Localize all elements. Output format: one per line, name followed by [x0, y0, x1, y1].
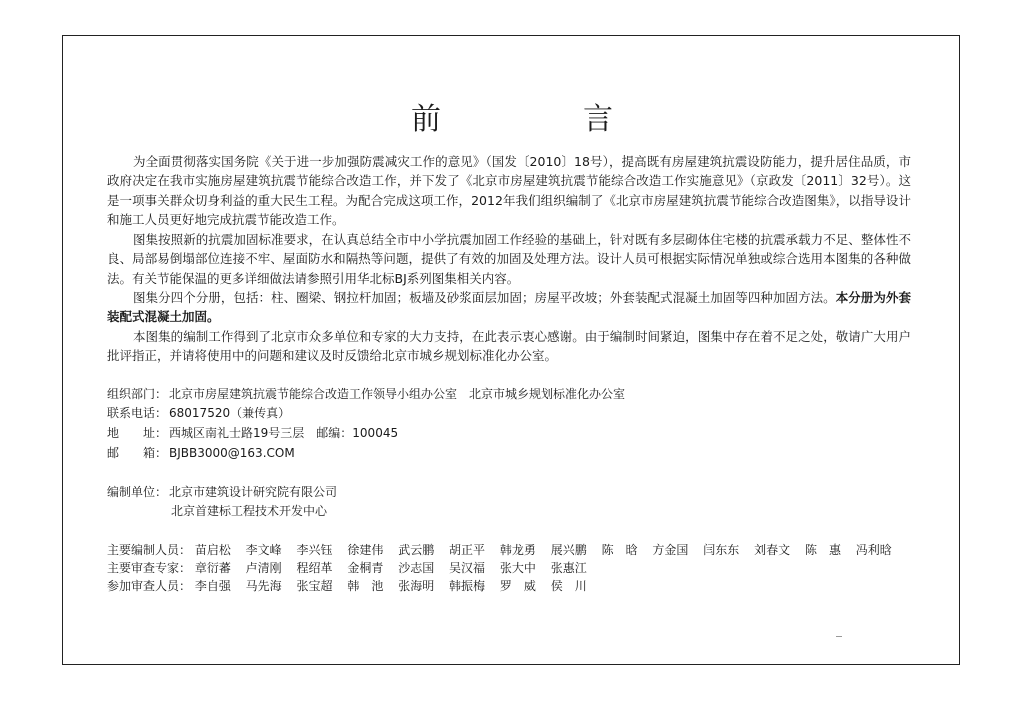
staff-label: 主要审查专家：	[107, 561, 192, 575]
compiler-unit-1: 北京市建筑设计研究院有限公司	[169, 485, 338, 499]
staff-name: 沙志国	[398, 561, 435, 575]
paragraph-4: 本图集的编制工作得到了北京市众多单位和专家的大力支持，在此表示衷心感谢。由于编制时间紧迫，图集中存在着不足之处，敬请广大用户批评指正，并请将使用中的问题和建议及时反馈给北京市城乡规划标准化办公室。	[107, 329, 911, 364]
staff-name: 李文峰	[245, 543, 282, 557]
staff-row-participants	[107, 577, 598, 594]
email-line	[107, 444, 295, 461]
compiler-line-2	[171, 502, 327, 519]
staff-name: 马先海	[245, 579, 282, 593]
staff-label: 参加审查人员：	[107, 579, 192, 593]
staff-name: 陈 晗	[601, 543, 638, 557]
paragraph-2: 图集按照新的抗震加固标准要求，在认真总结全市中小学抗震加固工作经验的基础上，针对既有多层砌体住宅楼的抗震承载力不足、整体性不良、局部易倒塌部位连接不牢、屋面防水和隔热等问题，提供了有效的加固及处理方法。设计人员可根据实际情况单独或综合选用本图集的各种做法。有关节能保温的更多详细做法请参照引用华北标BJ系列图集相关内容。	[107, 232, 911, 286]
staff-name: 张惠江	[550, 561, 587, 575]
staff-name: 韩 池	[347, 579, 384, 593]
staff-name: 章衍蕃	[194, 561, 231, 575]
staff-name: 金桐青	[347, 561, 384, 575]
staff-name: 冯利晗	[855, 543, 892, 557]
staff-name: 闫东东	[703, 543, 740, 557]
compiler-unit-2: 北京首建标工程技术开发中心	[171, 504, 328, 518]
staff-name: 程绍革	[296, 561, 333, 575]
phone-label: 联系电话：	[107, 406, 168, 420]
staff-name: 侯 川	[550, 579, 587, 593]
compiler-label: 编制单位：	[107, 485, 168, 499]
paragraph-1: 为全面贯彻落实国务院《关于进一步加强防震减灾工作的意见》（国发〔2010〕18号），提高既有房屋建筑抗震设防能力，提升居住品质，市政府决定在我市实施房屋建筑抗震节能综合改造工作，并下发了《北京市房屋建筑抗震节能综合改造工作实施意见》（京政发〔2011〕32号）。这是一项事关群众切身利益的重大民生工程。为配合完成这项工作，2012年我们组织编制了《北京市房屋建筑抗震节能综合改造图集》，以指导设计和施工人员更好地完成抗震节能改造工作。	[107, 154, 911, 228]
staff-name: 李兴钰	[296, 543, 333, 557]
email-value: BJBB3000@163.COM	[169, 446, 295, 460]
staff-name: 刘春文	[754, 543, 791, 557]
address-line	[107, 424, 398, 441]
staff-name: 张大中	[499, 561, 536, 575]
paragraph-3-text: 图集分四个分册，包括：柱、圈梁、钢拉杆加固；板墙及砂浆面层加固；房屋平改坡；外套装配式混凝土加固等四种加固方法。	[133, 290, 836, 305]
org-value: 北京市房屋建筑抗震节能综合改造工作领导小组办公室 北京市城乡规划标准化办公室	[169, 387, 626, 401]
staff-name: 徐建伟	[347, 543, 384, 557]
compiler-line-1	[107, 483, 337, 500]
staff-name: 展兴鹏	[550, 543, 587, 557]
staff-name: 胡正平	[449, 543, 486, 557]
phone-line	[107, 404, 290, 421]
staff-name: 方金国	[652, 543, 689, 557]
staff-name: 韩振梅	[449, 579, 486, 593]
staff-name: 韩龙勇	[499, 543, 536, 557]
email-label: 邮 箱：	[107, 446, 168, 460]
staff-name: 武云鹏	[398, 543, 435, 557]
staff-name: 苗启松	[194, 543, 231, 557]
staff-name: 罗 威	[499, 579, 536, 593]
staff-label: 主要编制人员：	[107, 543, 192, 557]
staff-name: 张海明	[398, 579, 435, 593]
staff-name: 张宝超	[296, 579, 333, 593]
paragraph-3-bold-text: 本分册为外套装配式混凝土加固。	[107, 290, 911, 325]
phone-value: 68017520（兼传真）	[169, 406, 291, 420]
staff-row-reviewers	[107, 559, 598, 576]
page-title: 前 言	[411, 102, 669, 137]
org-line	[107, 385, 625, 402]
address-label: 地 址：	[107, 426, 168, 440]
staff-row-editors	[107, 541, 903, 558]
staff-name: 李自强	[194, 579, 231, 593]
staff-name: 吴汉福	[449, 561, 486, 575]
org-label: 组织部门：	[107, 387, 168, 401]
staff-name: 卢清刚	[245, 561, 282, 575]
address-value: 西城区南礼士路19号三层 邮编：100045	[169, 426, 399, 440]
paragraph-3	[107, 288, 911, 327]
stray-mark	[836, 636, 842, 637]
staff-name: 陈 惠	[804, 543, 841, 557]
